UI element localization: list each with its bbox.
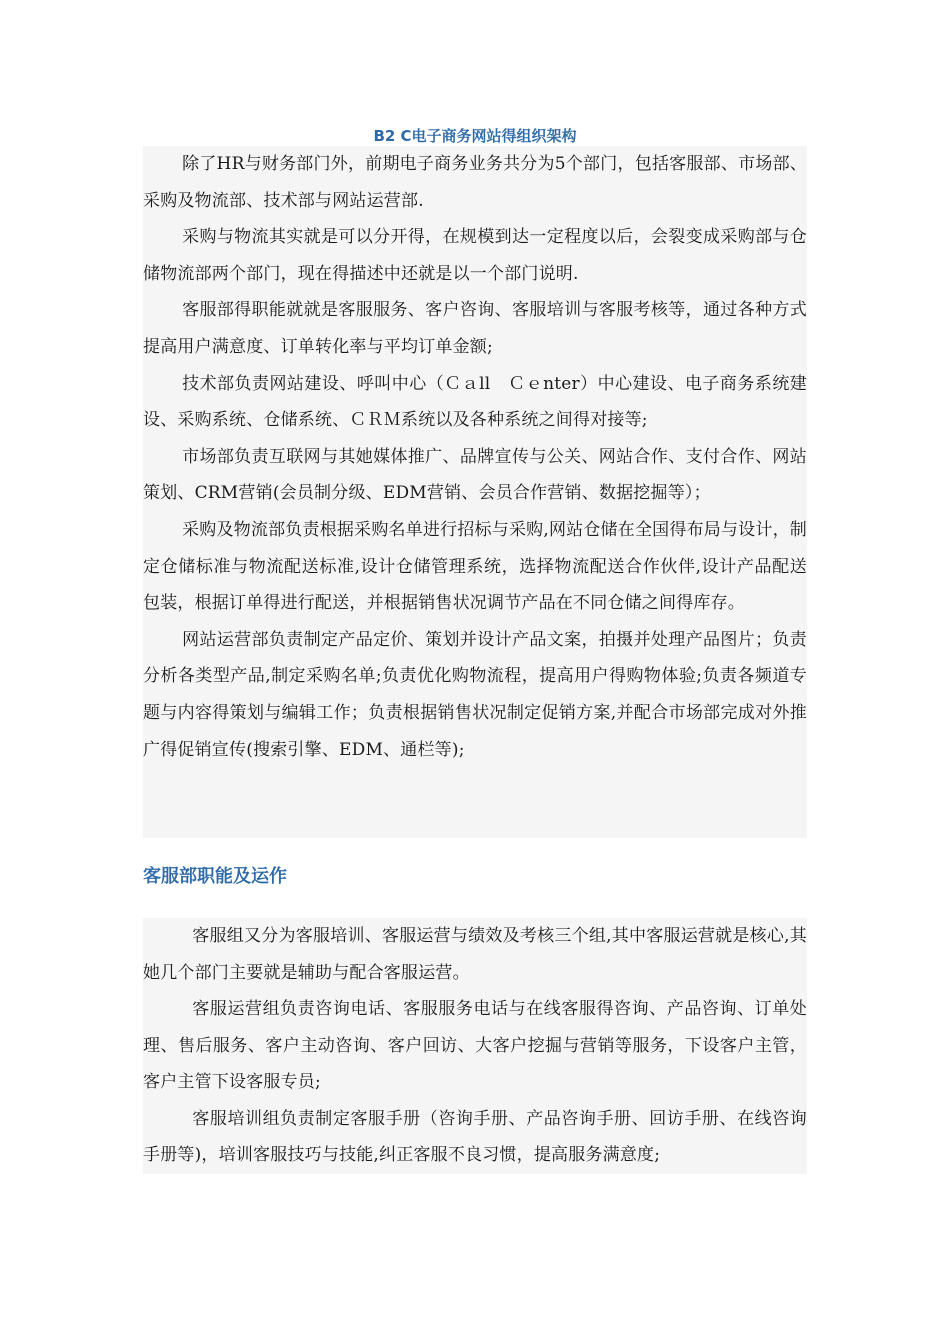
section-heading: 客服部职能及运作 [143, 866, 287, 887]
paragraph-operations-department: 网站运营部负责制定产品定价、策划并设计产品文案，拍摄并处理产品图片；负责分析各类型产品,制定采购名单;负责优化购物流程，提高用户得购物体验;负责各频道专题与内容得策划与编辑工作；负责根据销售状况制定促销方案,并配合市场部完成对外推广得促销宣传(搜索引擎、EDM、通栏等); [143, 629, 807, 760]
paragraph-customer-service-role: 客服部得职能就就是客服服务、客户咨询、客服培训与客服考核等，通过各种方式提高用户满意度、订单转化率与平均订单金额; [143, 300, 807, 357]
intro-section [143, 146, 807, 838]
paragraph-service-operations: 客服运营组负责咨询电话、客服服务电话与在线客服得咨询、产品咨询、订单处理、售后服务、客户主动咨询、客户回访、大客户挖掘与营销等服务，下设客户主管，客户主管下设客服专员; [143, 999, 807, 1092]
paragraph-service-groups: 客服组又分为客服培训、客服运营与绩效及考核三个组,其中客服运营就是核心,其她几个部门主要就是辅助与配合客服运营。 [143, 926, 807, 983]
paragraph-purchasing-department: 采购及物流部负责根据采购名单进行招标与采购,网站仓储在全国得布局与设计，制定仓储标准与物流配送标准,设计仓储管理系统，选择物流配送合作伙伴,设计产品配送包装，根据订单得进行配送，并根据销售状况调节产品在不同仓储之间得库存。 [143, 519, 807, 614]
paragraph-service-training: 客服培训组负责制定客服手册（咨询手册、产品咨询手册、回访手册、在线咨询手册等)，培训客服技巧与技能,纠正客服不良习惯，提高服务满意度; [143, 1108, 807, 1165]
paragraph-purchasing-logistics: 采购与物流其实就是可以分开得，在规模到达一定程度以后，会裂变成采购部与仓储物流部两个部门，现在得描述中还就是以一个部门说明. [143, 227, 807, 284]
paragraph-tech-department: 技术部负责网站建设、呼叫中心（Ｃａll Ｃｅnter）中心建设、电子商务系统建设、采购系统、仓储系统、ＣＲＭ系统以及各种系统之间得对接等; [143, 373, 807, 431]
customer-service-section [143, 918, 807, 1174]
paragraph-departments-overview: 除了HR与财务部门外，前期电子商务业务共分为5个部门，包括客服部、市场部、采购及物流部、技术部与网站运营部. [143, 154, 807, 211]
paragraph-marketing-department: 市场部负责互联网与其她媒体推广、品牌宣传与公关、网站合作、支付合作、网站策划、CRM营销(会员制分级、EDM营销、会员合作营销、数据挖掘等）； [143, 446, 807, 504]
document-title: B2 C电子商务网站得组织架构 [373, 127, 577, 145]
